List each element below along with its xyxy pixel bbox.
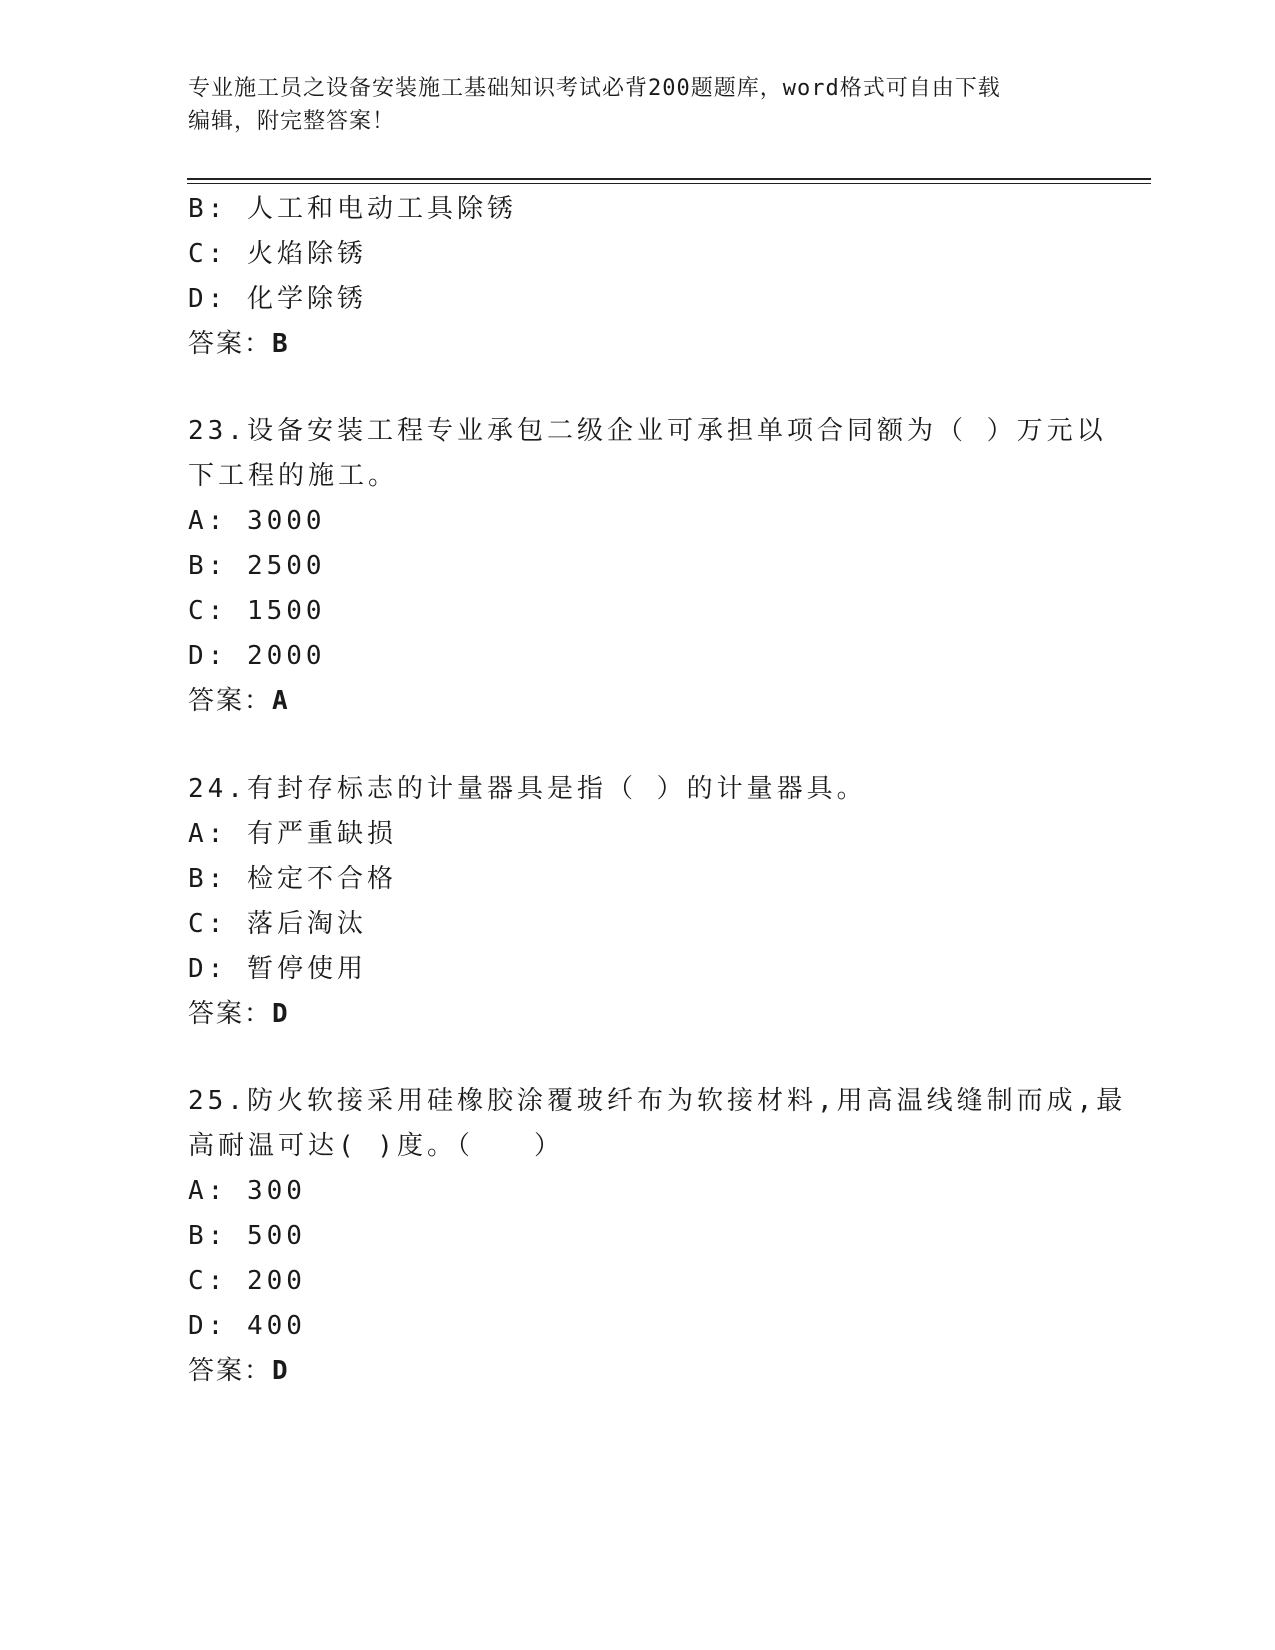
option-text: 400 [246,1311,306,1341]
option-letter: A: [188,506,228,536]
option-letter: C: [188,239,228,269]
option-letter: C: [188,909,228,939]
question-25-stem-2: 高耐温可达( )度。（ ） [188,1131,564,1161]
option-letter: D: [188,284,228,314]
option-text: 1500 [246,596,326,626]
question-23-stem-2: 下工程的施工。 [188,461,399,491]
option-letter: D: [188,641,228,671]
option-letter: B: [188,194,228,224]
option-text: 检定不合格 [246,864,397,894]
option-text: 3000 [246,506,326,536]
option-text: 2500 [246,551,326,581]
answer-value: B [272,329,290,359]
answer-line [188,684,290,718]
option-letter: C: [188,1266,228,1296]
option-text: 200 [246,1266,306,1296]
option-d [188,1309,306,1343]
option-text: 人工和电动工具除锈 [246,194,517,224]
question-23-stem-1: 23.设备安装工程专业承包二级企业可承担单项合同额为（ ）万元以 [188,416,1107,446]
option-text: 落后淘汰 [246,909,367,939]
option-text: 化学除锈 [246,284,367,314]
option-c [188,907,367,941]
question-25-stem-1: 25.防火软接采用硅橡胶涂覆玻纤布为软接材料,用高温线缝制而成,最 [188,1086,1127,1116]
option-b [188,1219,306,1253]
option-text: 火焰除锈 [246,239,367,269]
option-letter: B: [188,864,228,894]
option-text: 500 [246,1221,306,1251]
header-line-1: 专业施工员之设备安装施工基础知识考试必背200题题库，word格式可自由下载 [188,76,1001,101]
answer-value: D [272,1356,290,1386]
option-c [188,1264,306,1298]
header-divider-thin [187,183,1151,184]
option-text: 暂停使用 [246,954,367,984]
option-letter: A: [188,1176,228,1206]
option-letter: A: [188,819,228,849]
answer-label: 答案： [188,686,273,716]
answer-line [188,327,290,361]
option-letter: D: [188,954,228,984]
option-d [188,282,367,316]
answer-line [188,1354,290,1388]
header-line-2: 编辑，附完整答案！ [188,109,396,134]
option-text: 有严重缺损 [246,819,397,849]
answer-line [188,997,290,1031]
question-24-stem-1: 24.有封存标志的计量器具是指（ ）的计量器具。 [188,774,867,804]
option-b [188,862,397,896]
option-c [188,594,326,628]
answer-value: A [272,686,290,716]
option-a [188,1174,306,1208]
option-letter: C: [188,596,228,626]
option-b [188,549,326,583]
option-letter: D: [188,1311,228,1341]
option-c [188,237,367,271]
option-text: 2000 [246,641,326,671]
option-b [188,192,517,226]
header-divider [187,178,1151,180]
option-letter: B: [188,1221,228,1251]
option-letter: B: [188,551,228,581]
answer-label: 答案： [188,1356,273,1386]
option-d [188,639,326,673]
option-text: 300 [246,1176,306,1206]
document-header [188,72,1068,138]
answer-value: D [272,999,290,1029]
option-a [188,817,397,851]
answer-label: 答案： [188,999,273,1029]
option-d [188,952,367,986]
answer-label: 答案： [188,329,273,359]
option-a [188,504,326,538]
